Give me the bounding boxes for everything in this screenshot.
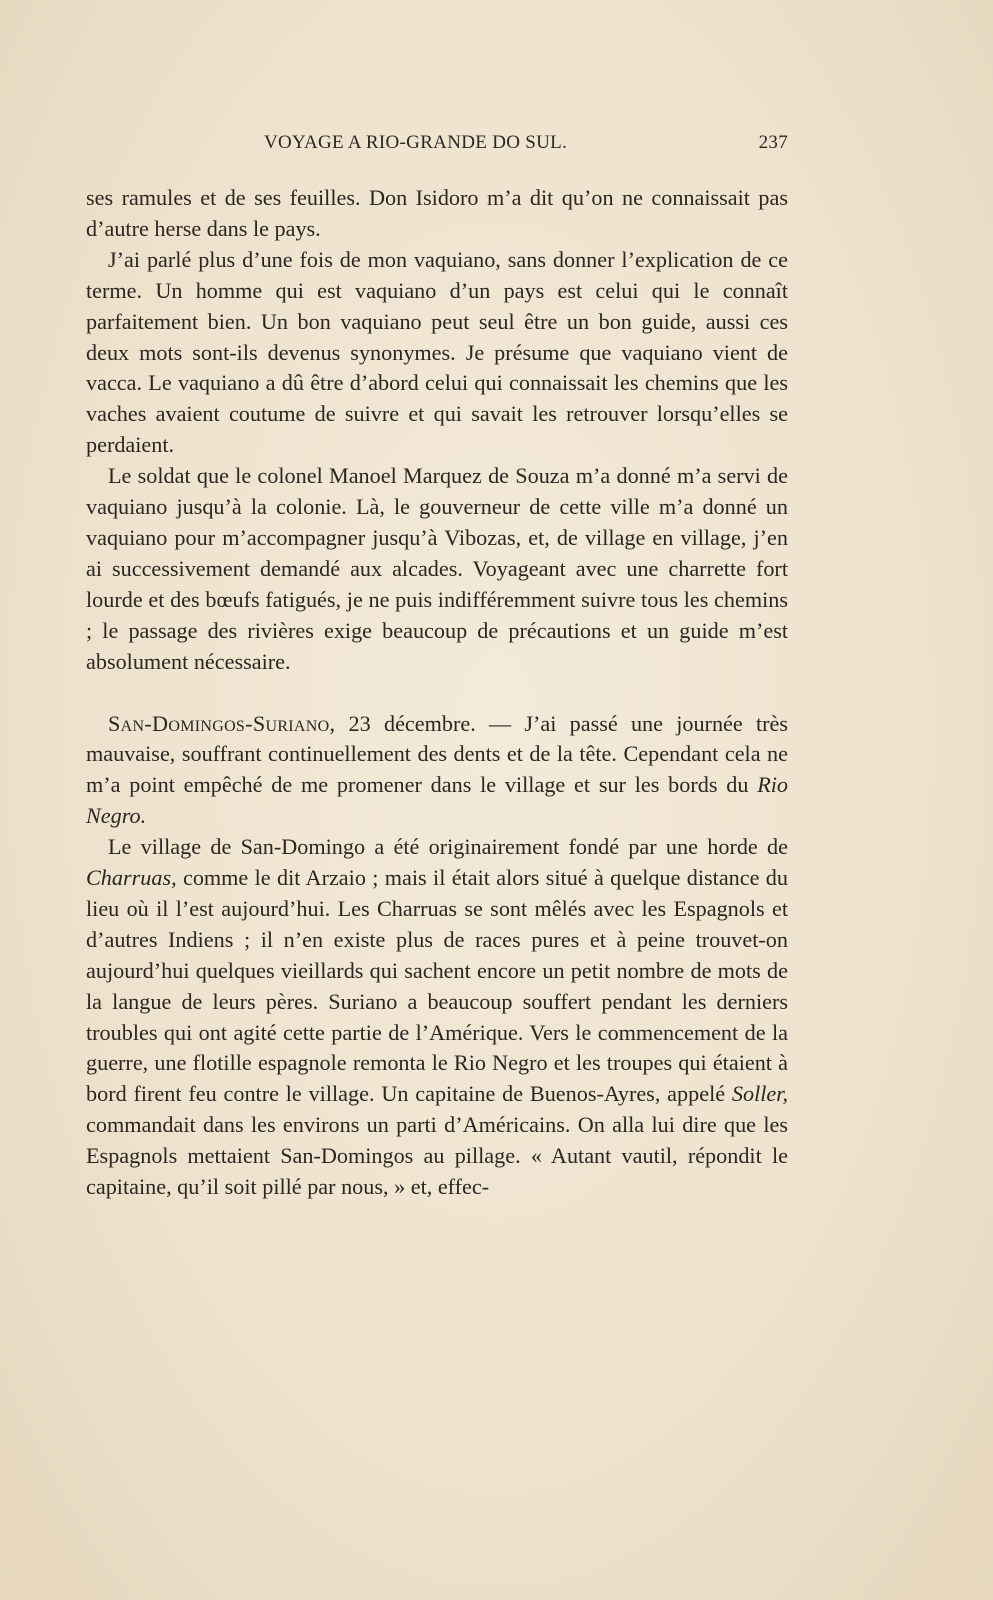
- paragraph-village: [86, 832, 788, 1203]
- paragraph-soldat: Le soldat que le colonel Manoel Marquez de Souza m’a donné m’a servi de vaquiano jusqu’à la colonie. Là, le gouverneur de cette ville m’a donné un vaquiano pour m’accompagner jusqu’à Vibozas, et, de village en village, j’en ai successivement demandé aux alcades. Voyageant avec une charrette fort lourde et des bœufs fatigués, je ne puis indifféremment suivre tous les chemins ; le passage des rivières exige beaucoup de précautions et un guide m’est absolument nécessaire.: [86, 463, 788, 674]
- entry-river: Rio Negro.: [86, 772, 788, 829]
- paragraph-continuation: ses ramules et de ses feuilles. Don Isidoro m’a dit qu’on ne connaissait pas d’autre herse dans le pays.: [86, 185, 788, 241]
- village-captain-name: Soller,: [731, 1081, 788, 1107]
- paragraph-journal-entry: [86, 709, 788, 833]
- page-number: 237: [758, 132, 788, 153]
- entry-place: San-Domingos-Suriano,: [108, 710, 336, 736]
- village-tribe: Charruas,: [86, 865, 177, 891]
- running-title: VOYAGE A RIO-GRANDE DO SUL.: [264, 132, 568, 153]
- page-body: [86, 183, 788, 1203]
- running-header: [86, 132, 788, 162]
- village-text-a: Le village de San-Domingo a été originairement fondé par une horde de: [108, 834, 788, 860]
- entry-text: 23 décembre. — J’ai passé une journée très mauvaise, souffrant continuellement des dents et de la tête. Cependant cela ne m’a point empêché de me promener dans le village et sur les bords du: [86, 710, 788, 798]
- village-text-c: commandait dans les environs un parti d’Américains. On alla lui dire que les Espagnols mettaient San-Domingos au pillage. « Autant vautil, répondit le capitaine, qu’il soit pillé par nous, » et, effec-: [86, 1112, 788, 1200]
- paragraph-vaquiano: J’ai parlé plus d’une fois de mon vaquiano, sans donner l’explication de ce terme. Un homme qui est vaquiano d’un pays est celui qui le connaît parfaitement bien. Un bon vaquiano peut seul être un bon guide, aussi ces deux mots sont-ils devenus synonymes. Je présume que vaquiano vient de vacca. Le vaquiano a dû être d’abord celui qui connaissait les chemins que les vaches avaient coutume de suivre et qui savait les retrouver lorsqu’elles se perdaient.: [86, 246, 788, 458]
- village-text-b: comme le dit Arzaio ; mais il était alors situé à quelque distance du lieu où il l’est aujourd’hui. Les Charruas se sont mêlés avec les Espagnols et d’autres Indiens ; il n’en existe plus de races pures et à peine trouvet-on aujourd’hui quelques vieillards qui sachent encore un petit nombre de mots de la langue de leurs pères. Suriano a beaucoup souffert pendant les derniers troubles qui ont agité cette partie de l’Amérique. Vers le commencement de la guerre, une flotille espagnole remonta le Rio Negro et les troupes qui étaient à bord firent feu contre le village. Un capitaine de Buenos-Ayres, appelé: [86, 865, 788, 1107]
